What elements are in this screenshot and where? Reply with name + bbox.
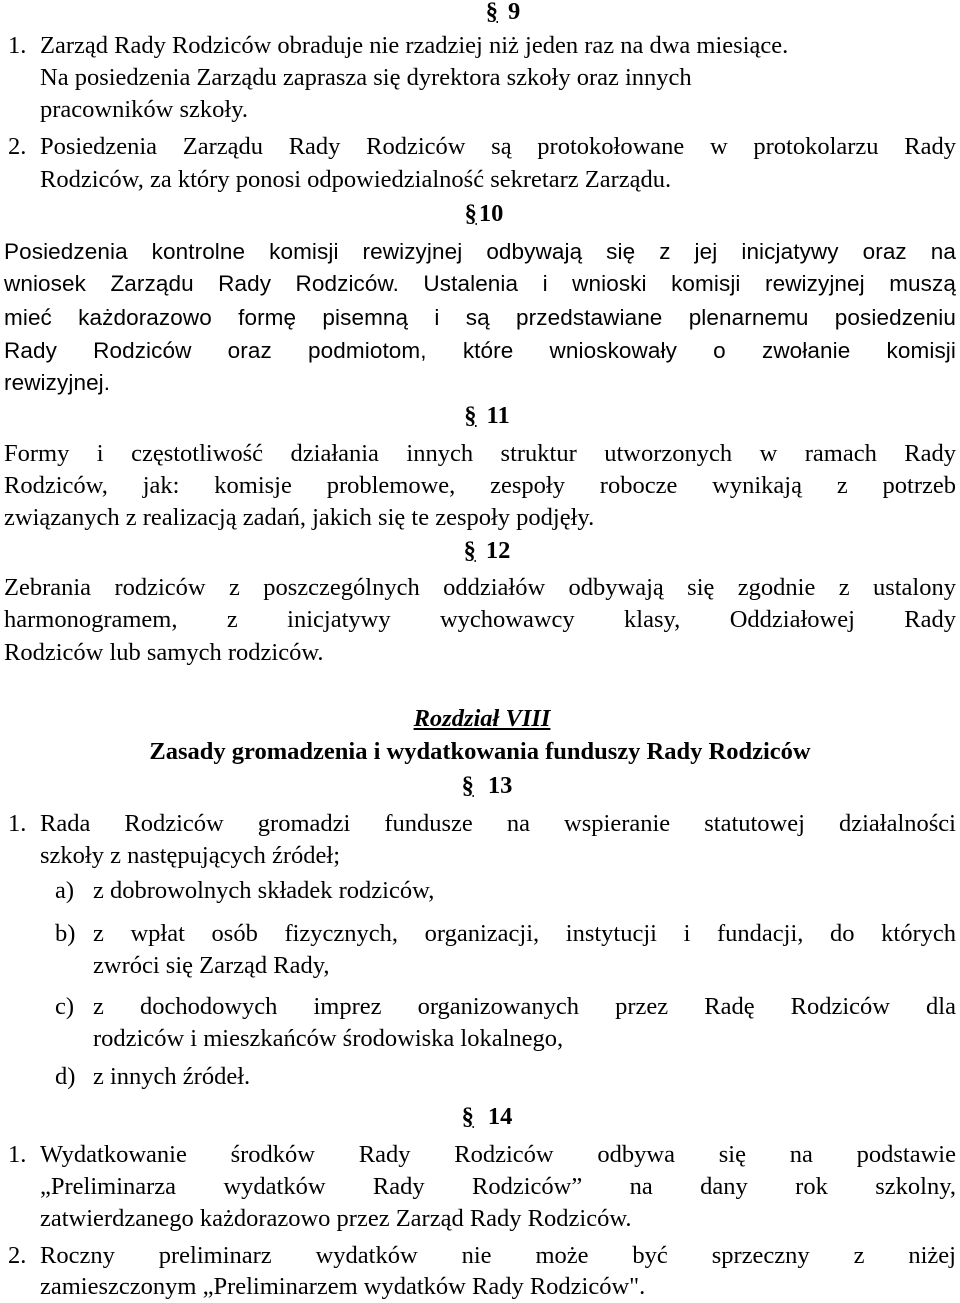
text-line: szkoły z następujących źródeł; xyxy=(40,842,341,869)
section-number: 10 xyxy=(478,200,504,227)
section-number: 12 xyxy=(485,537,511,564)
text-line: Wydatkowanie środków Rady Rodziców odbywa się na podstawie xyxy=(40,1141,956,1168)
item-number: 2. xyxy=(8,133,27,160)
section-number: 14 xyxy=(487,1103,513,1130)
section-symbol: § xyxy=(464,402,477,429)
text-line: Posiedzenia Zarządu Rady Rodziców są protokołowane w protokolarzu Rady xyxy=(40,133,956,160)
section-symbol: § xyxy=(463,537,476,564)
text-line: Rodziców lub samych rodziców. xyxy=(4,639,324,666)
section-number: 9 xyxy=(508,0,521,25)
item-number: 2. xyxy=(8,1242,27,1269)
section-number: 11 xyxy=(486,402,510,429)
text-line: Rodziców, jak: komisje problemowe, zespoły robocze wynikają z potrzeb xyxy=(4,472,956,499)
text-line: rewizyjnej. xyxy=(4,370,111,395)
text-line: zamieszczonym „Preliminarzem wydatków Rady Rodziców". xyxy=(40,1273,646,1300)
text-line: z dobrowolnych składek rodziców, xyxy=(93,877,435,904)
chapter-label: Rozdział VIII xyxy=(413,705,551,732)
section-symbol: § xyxy=(461,772,474,799)
text-line: Na posiedzenia Zarządu zaprasza się dyrektora szkoły oraz innych xyxy=(40,64,692,91)
item-number: 1. xyxy=(8,32,27,59)
section-11-heading xyxy=(0,400,960,432)
section-13-heading xyxy=(0,770,960,802)
text-line: Zebrania rodziców z poszczególnych oddziałów odbywają się zgodnie z ustalony xyxy=(4,574,956,601)
section-9-heading xyxy=(0,0,960,28)
text-line: z dochodowych imprez organizowanych przez Radę Rodziców dla xyxy=(93,993,956,1020)
text-line: „Preliminarza wydatków Rady Rodziców” na dany rok szkolny, xyxy=(40,1173,956,1200)
text-line: Rada Rodziców gromadzi fundusze na wspieranie statutowej działalności xyxy=(40,810,956,837)
text-line: zatwierdzanego każdorazowo przez Zarząd Rady Rodziców. xyxy=(40,1205,632,1232)
text-line: mieć każdorazowo formę pisemną i są przedstawiane plenarnemu posiedzeniu xyxy=(4,305,956,330)
subitem-letter: a) xyxy=(55,877,75,904)
section-symbol: § xyxy=(464,200,477,227)
text-line: wniosek Zarządu Rady Rodziców. Ustalenia i wnioski komisji rewizyjnej muszą xyxy=(4,271,956,296)
text-line: związanych z realizacją zadań, jakich się te zespoły podjęły. xyxy=(4,504,595,531)
text-line: Zarząd Rady Rodziców obraduje nie rzadziej niż jeden raz na dwa miesiące. xyxy=(40,32,789,59)
text-line: Posiedzenia kontrolne komisji rewizyjnej odbywają się z jej inicjatywy oraz na xyxy=(4,239,956,264)
text-line: zwróci się Zarząd Rady, xyxy=(93,952,330,979)
subitem-letter: c) xyxy=(55,993,75,1020)
subitem-letter: b) xyxy=(55,920,76,947)
section-14-heading xyxy=(0,1101,960,1133)
text-line: harmonogramem, z inicjatywy wychowawcy klasy, Oddziałowej Rady xyxy=(4,606,956,633)
chapter-title: Zasady gromadzenia i wydatkowania funduszy Rady Rodziców xyxy=(149,738,811,765)
text-line: z wpłat osób fizycznych, organizacji, instytucji i fundacji, do których xyxy=(93,920,956,947)
section-12-heading xyxy=(0,535,960,567)
text-line: Roczny preliminarz wydatków nie może być sprzeczny z niżej xyxy=(40,1242,956,1269)
text-line: Rodziców, za który ponosi odpowiedzialność sekretarz Zarządu. xyxy=(40,166,672,193)
section-symbol: § xyxy=(461,1103,474,1130)
text-line: Formy i częstotliwość działania innych struktur utworzonych w ramach Rady xyxy=(4,440,956,467)
text-line: rodziców i mieszkańców środowiska lokalnego, xyxy=(93,1025,564,1052)
subitem-letter: d) xyxy=(55,1063,76,1090)
text-line: z innych źródeł. xyxy=(93,1063,251,1090)
section-10-heading xyxy=(0,198,960,230)
item-number: 1. xyxy=(8,1141,27,1168)
section-number: 13 xyxy=(487,772,513,799)
text-line: pracowników szkoły. xyxy=(40,96,248,123)
text-line: Rady Rodziców oraz podmiotom, które wnioskowały o zwołanie komisji xyxy=(4,338,956,363)
section-symbol: § xyxy=(485,0,498,25)
item-number: 1. xyxy=(8,810,27,837)
